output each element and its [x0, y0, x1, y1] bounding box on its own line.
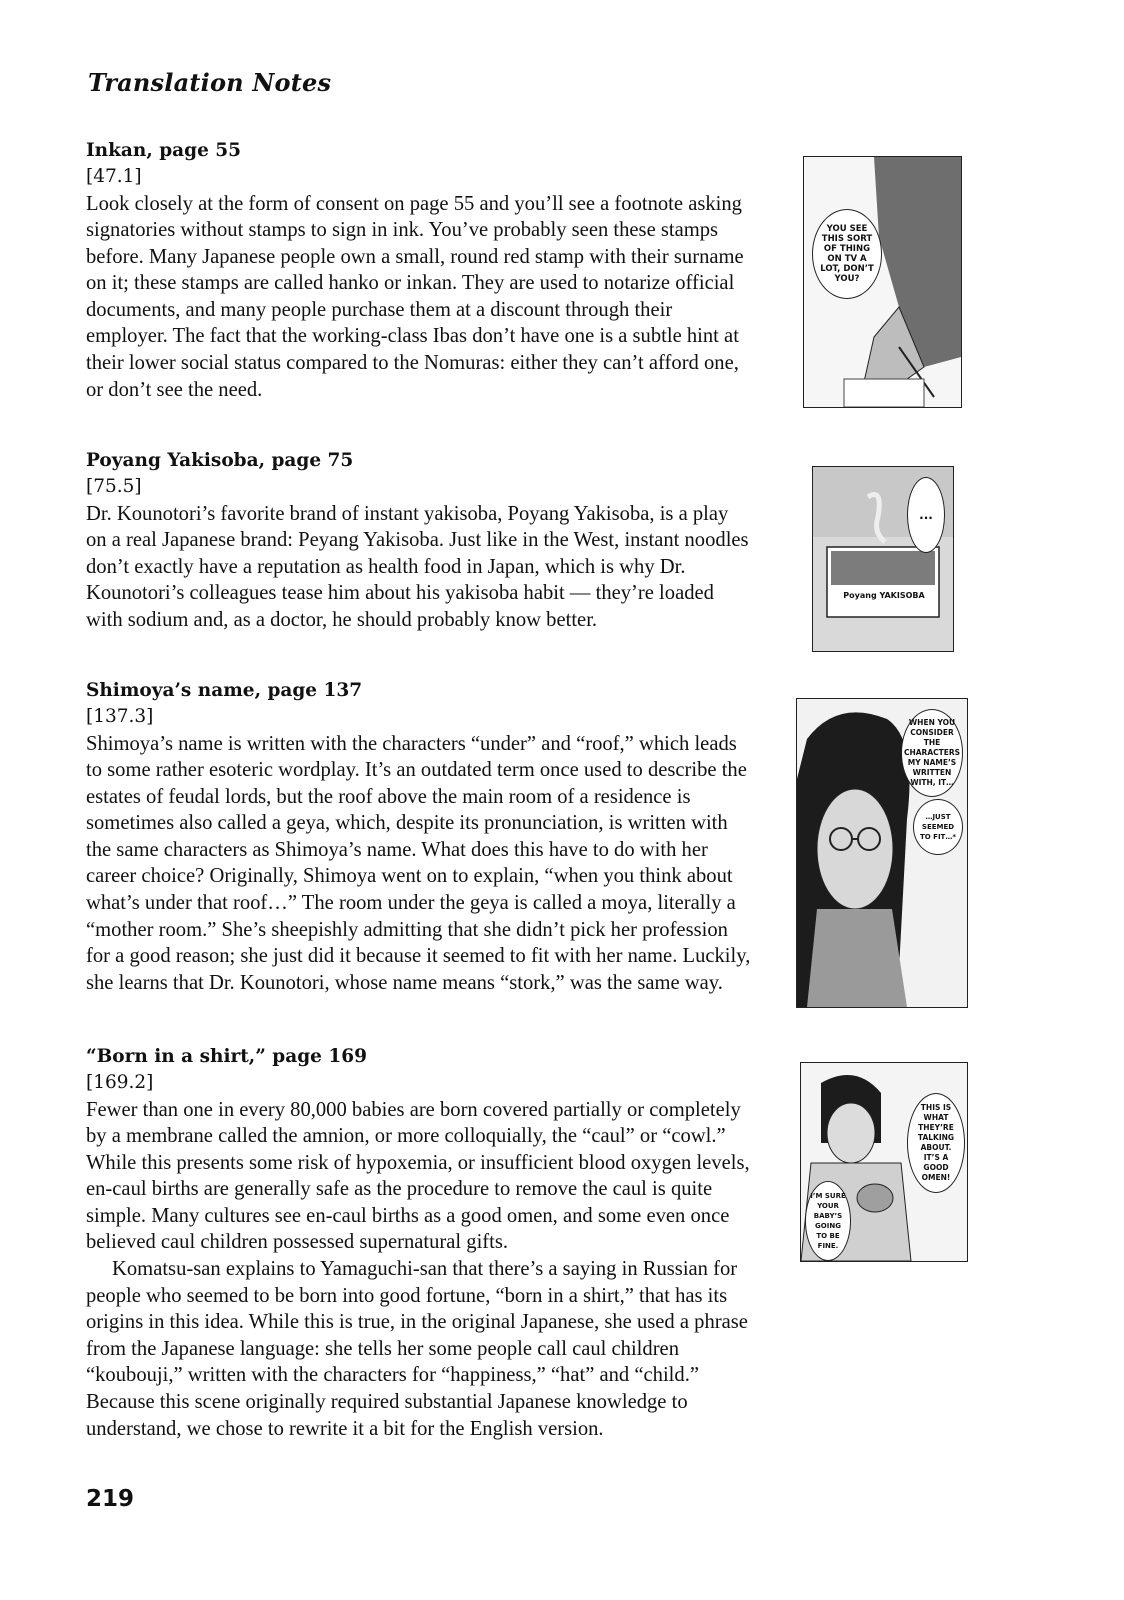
note-ref: [169.2] — [86, 1072, 154, 1093]
note-shimoya-name — [86, 678, 752, 996]
note-paragraph: Fewer than one in every 80,000 babies are born covered partially or completely by a membrane called the amnion, or more colloquially, the “caul” or “cowl.” While this presents some risk of hypoxemia, or insufficient blood oxygen levels, en-caul births are generally safe as the procedure to remove the caul is quite simple. Many cultures see en-caul births as a good omen, and some even once believed caul children possessed supernatural gifts. — [86, 1098, 750, 1254]
note-poyang-yakisoba — [86, 448, 752, 633]
note-heading: Shimoya’s name, page 137 — [86, 680, 363, 701]
page-number: 219 — [86, 1486, 135, 1512]
manga-panel-yakisoba — [812, 466, 954, 652]
note-paragraph: Shimoya’s name is written with the characters “under” and “roof,” which leads to some rather esoteric wordplay. It’s an outdated term once used to describe the estates of feudal lords, but the roof above the main room of a residence is sometimes also called a geya, which, despite its pronunciation, is written with the same characters as Shimoya’s name. What does this have to do with her career choice? Originally, Shimoya went on to explain, “when you think about what’s under that roof…” The room under the geya is called a moya, literally a “mother room.” She’s sheepishly admitting that she didn’t pick her profession for a good reason; she just did it because it seemed to fit with her name. Luckily, she learns that Dr. Kounotori, whose name means “stork,” was the same way. — [86, 732, 751, 994]
speech-bubble: I’M SURE YOUR BABY’S GOING TO BE FINE. — [805, 1181, 851, 1261]
package-label: Poyang YAKISOBA — [843, 591, 925, 600]
speech-bubble: THIS IS WHAT THEY’RE TALKING ABOUT. IT’S A GOOD OMEN! — [907, 1093, 965, 1193]
manga-panel-stamp — [803, 156, 962, 408]
note-heading: Inkan, page 55 — [86, 140, 242, 161]
note-ref: [137.3] — [86, 706, 154, 727]
speech-bubble: ... — [907, 477, 945, 553]
note-heading: “Born in a shirt,” page 169 — [86, 1046, 367, 1067]
speech-bubble: YOU SEE THIS SORT OF THING ON TV A LOT, DON’T YOU? — [812, 209, 882, 299]
note-inkan — [86, 138, 752, 403]
note-ref: [47.1] — [86, 166, 142, 187]
manga-panel-born-in-shirt — [800, 1062, 968, 1262]
note-paragraph: Dr. Kounotori’s favorite brand of instant yakisoba, Poyang Yakisoba, is a play on a real Japanese brand: Peyang Yakisoba. Just like in the West, instant noodles don’t exactly have a reputation as health food in Japan, which is why Dr. Kounotori’s colleagues tease him about his yakisoba habit — they’re loaded with sodium and, as a doctor, he should probably know better. — [86, 502, 749, 631]
note-born-in-a-shirt — [86, 1044, 752, 1442]
note-heading: Poyang Yakisoba, page 75 — [86, 450, 354, 471]
note-paragraph: Komatsu-san explains to Yamaguchi-san that there’s a saying in Russian for people who seemed to be born into good fortune, “born in a shirt,” that has its origins in this idea. While this is true, in the original Japanese, she used a phrase from the Japanese language: she tells her some people call caul children “koubouji,” written with the characters for “happiness,” “hat” and “child.” Because this scene originally required substantial Japanese knowledge to understand, we chose to rewrite it a bit for the English version. — [86, 1258, 748, 1440]
speech-bubble: WHEN YOU CONSIDER THE CHARACTERS MY NAME’S WRITTEN WITH, IT… — [901, 709, 963, 797]
speech-bubble: …JUST SEEMED TO FIT…* — [913, 799, 963, 855]
note-ref: [75.5] — [86, 476, 142, 497]
manga-panel-shimoya — [796, 698, 968, 1008]
page-title: Translation Notes — [88, 68, 332, 97]
note-paragraph: Look closely at the form of consent on page 55 and you’ll see a footnote asking signatories without stamps to sign in ink. You’ve probably seen these stamps before. Many Japanese people own a small, round red stamp with their surname on it; these stamps are called hanko or inkan. They are used to notarize official documents, and many people purchase them at a discount through their employer. The fact that the working-class Ibas don’t have one is a subtle hint at their lower social status compared to the Nomuras: either they can’t afford one, or don’t see the need. — [86, 192, 744, 401]
